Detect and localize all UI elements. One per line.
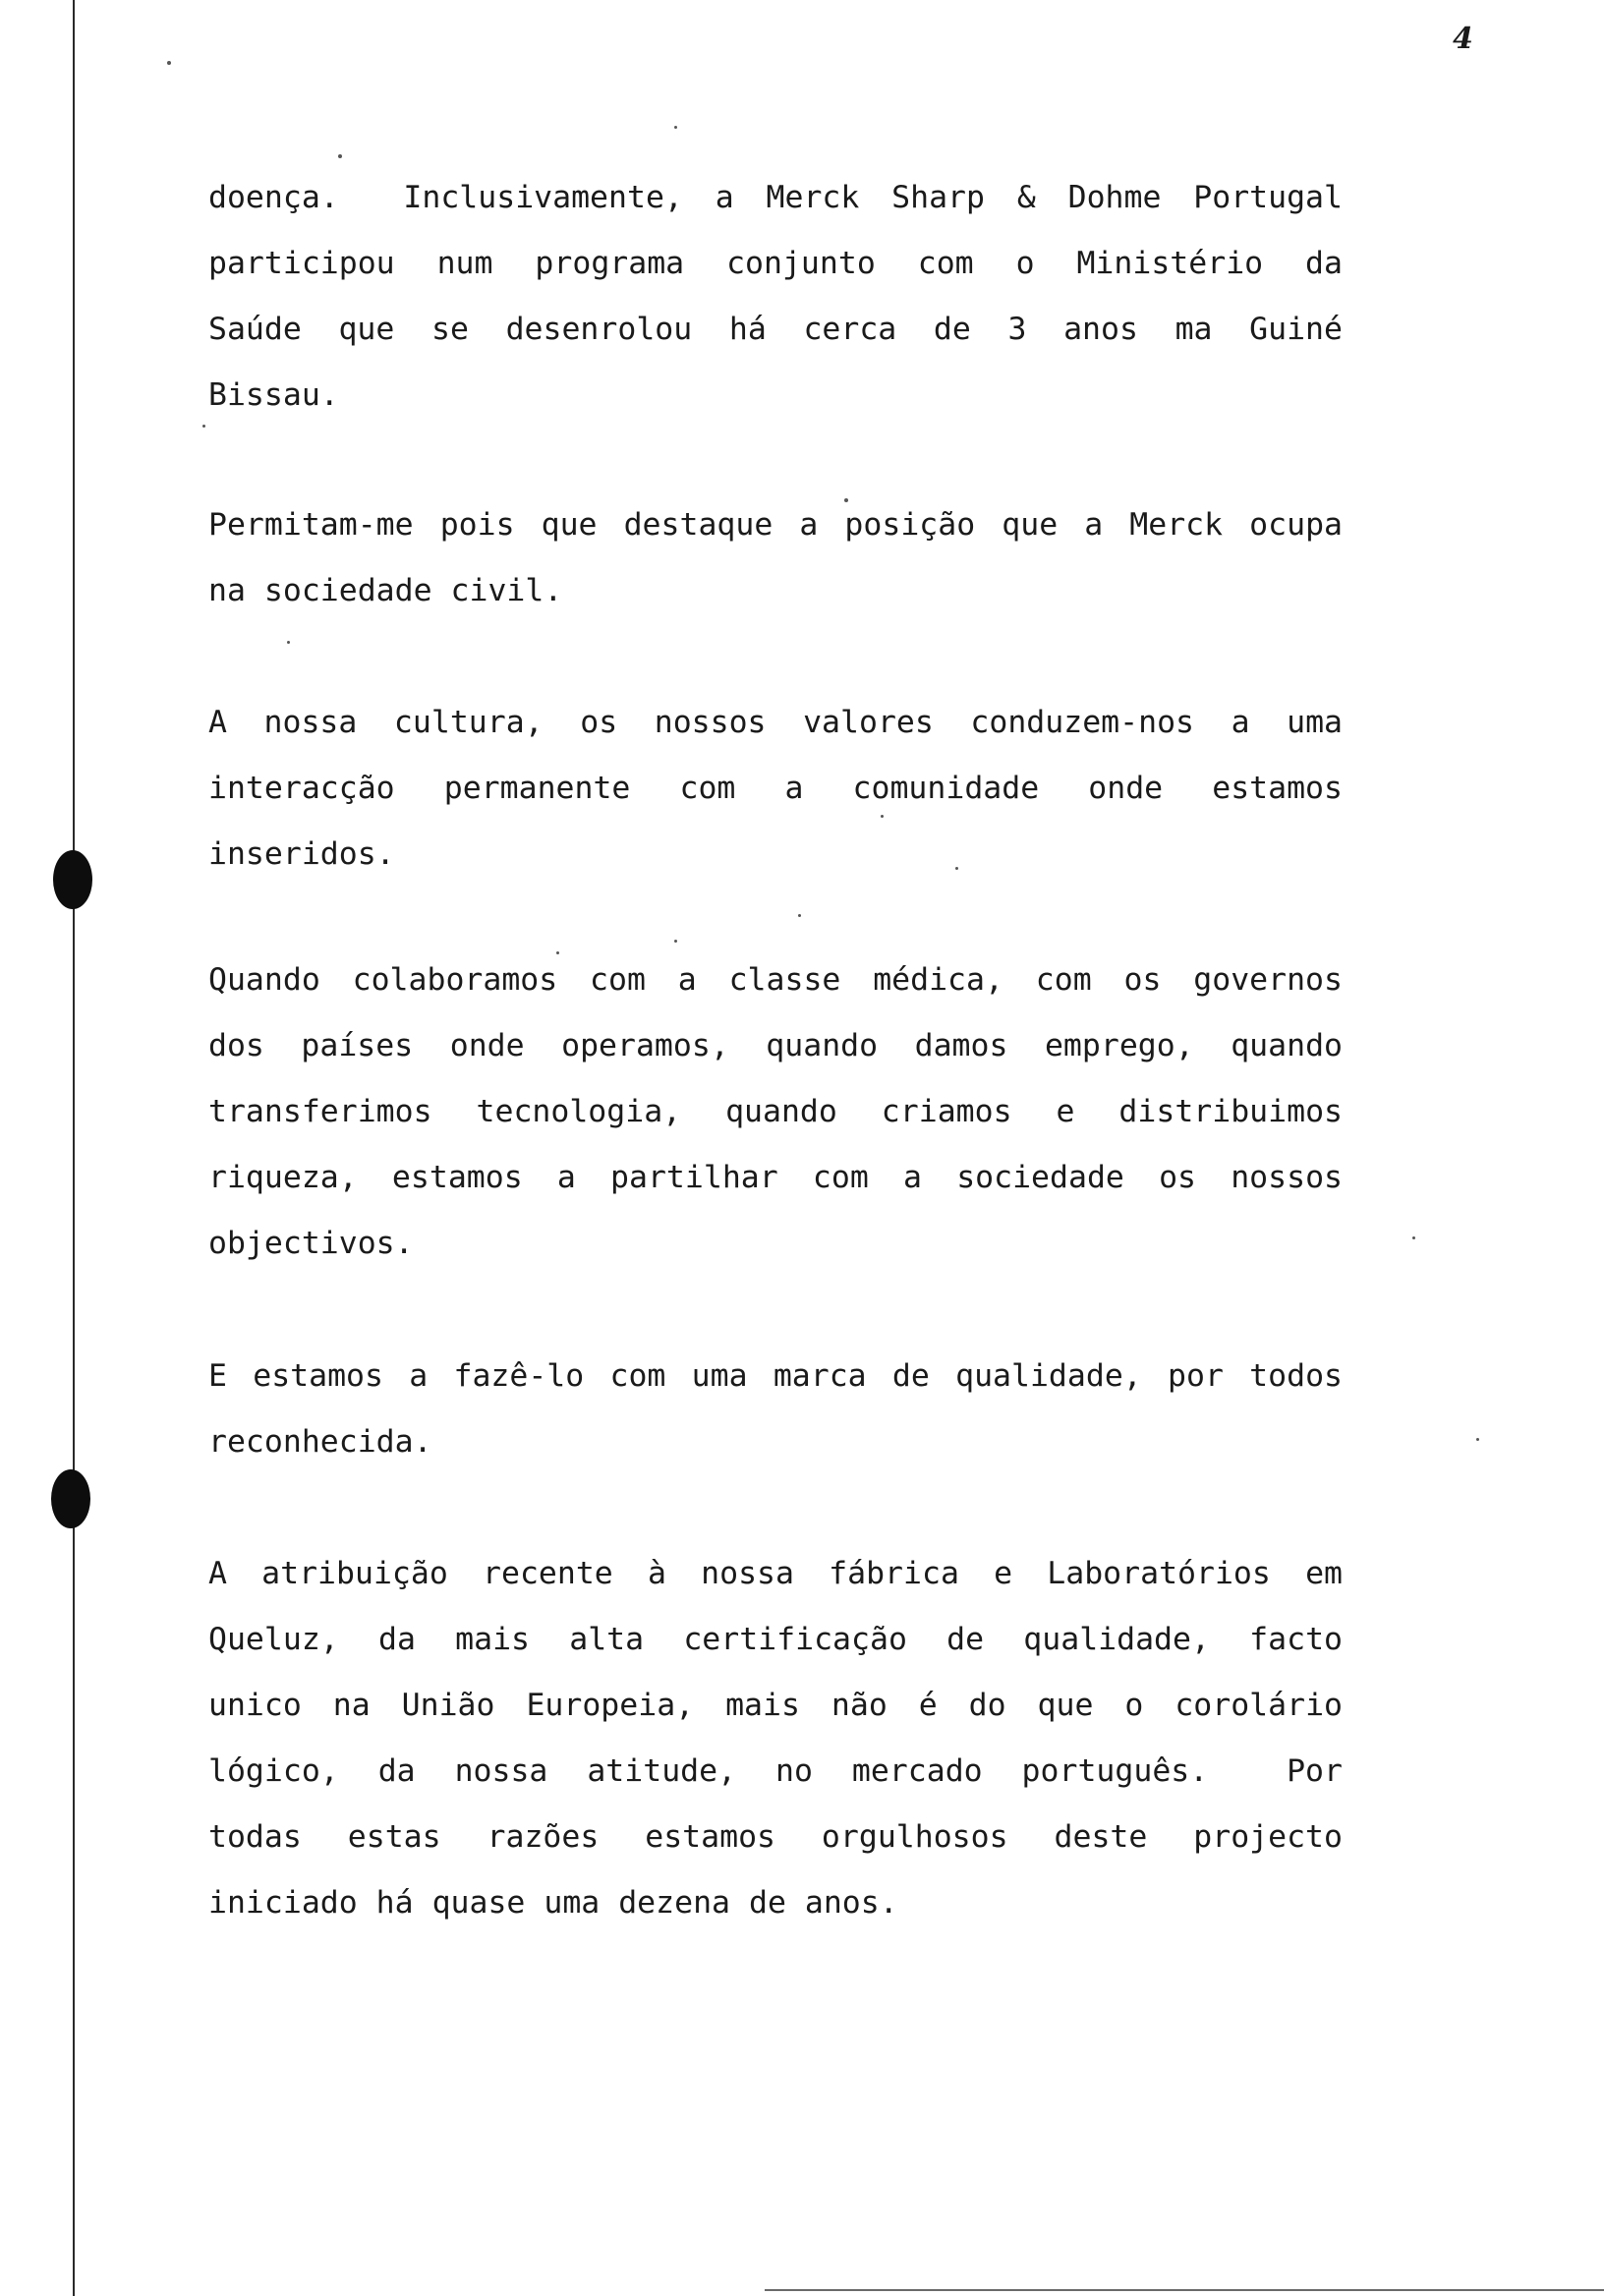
paragraph-line: todas estas razões estamos orgulhosos deste projecto — [208, 1819, 1343, 1855]
paragraph-line: transferimos tecnologia, quando criamos e distribuimos — [208, 1094, 1343, 1129]
paragraph-line: A atribuição recente à nossa fábrica e Laboratórios em — [208, 1556, 1343, 1591]
paragraph-4 — [208, 947, 1343, 1277]
scan-speck — [1476, 1438, 1479, 1441]
punch-hole-lower — [51, 1469, 90, 1528]
page-number: 4 — [1453, 22, 1473, 56]
paragraph-line: E estamos a fazê-lo com uma marca de qualidade, por todos — [208, 1358, 1343, 1394]
paragraph-line: Quando colaboramos com a classe médica, com os governos — [208, 962, 1343, 998]
scan-speck — [338, 154, 342, 158]
scan-speck — [556, 951, 559, 954]
scan-speck — [798, 914, 801, 917]
paragraph-line: objectivos. — [208, 1226, 414, 1261]
paragraph-line: inseridos. — [208, 836, 395, 872]
paragraph-line: reconhecida. — [208, 1424, 432, 1460]
paragraph-line: Permitam-me pois que destaque a posição que a Merck ocupa — [208, 507, 1343, 543]
scan-speck — [287, 641, 290, 644]
paragraph-line: Queluz, da mais alta certificação de qualidade, facto — [208, 1622, 1343, 1657]
left-margin-rule — [73, 0, 75, 2296]
scan-speck — [844, 498, 848, 502]
paragraph-line: riqueza, estamos a partilhar com a sociedade os nossos — [208, 1160, 1343, 1195]
paragraph-1 — [208, 165, 1343, 429]
scan-speck — [1412, 1236, 1415, 1239]
scan-speck — [881, 815, 884, 818]
scan-speck — [167, 61, 171, 65]
paragraph-line: participou num programa conjunto com o Ministério da — [208, 246, 1343, 281]
punch-hole-upper — [53, 850, 92, 909]
paragraph-line: interacção permanente com a comunidade onde estamos — [208, 771, 1343, 806]
paragraph-line: Saúde que se desenrolou há cerca de 3 anos ma Guiné — [208, 312, 1343, 347]
bottom-rule — [765, 2289, 1604, 2291]
paragraph-line: doença. Inclusivamente, a Merck Sharp & Dohme Portugal — [208, 180, 1343, 215]
paragraph-line: dos países onde operamos, quando damos emprego, quando — [208, 1028, 1343, 1063]
scan-speck — [674, 940, 677, 943]
scan-speck — [955, 867, 958, 870]
paragraph-line: lógico, da nossa atitude, no mercado português. Por — [208, 1753, 1343, 1789]
paragraph-line: iniciado há quase uma dezena de anos. — [208, 1885, 898, 1921]
paragraph-3 — [208, 690, 1343, 888]
paragraph-line: Bissau. — [208, 377, 339, 413]
paragraph-line: unico na União Europeia, mais não é do que o corolário — [208, 1688, 1343, 1723]
paragraph-line: A nossa cultura, os nossos valores conduzem-nos a uma — [208, 705, 1343, 740]
paragraph-5 — [208, 1344, 1343, 1475]
scan-speck — [202, 425, 205, 428]
paragraph-6 — [208, 1541, 1343, 1936]
paragraph-2 — [208, 492, 1343, 624]
scan-speck — [674, 126, 677, 129]
paragraph-line: na sociedade civil. — [208, 573, 563, 608]
